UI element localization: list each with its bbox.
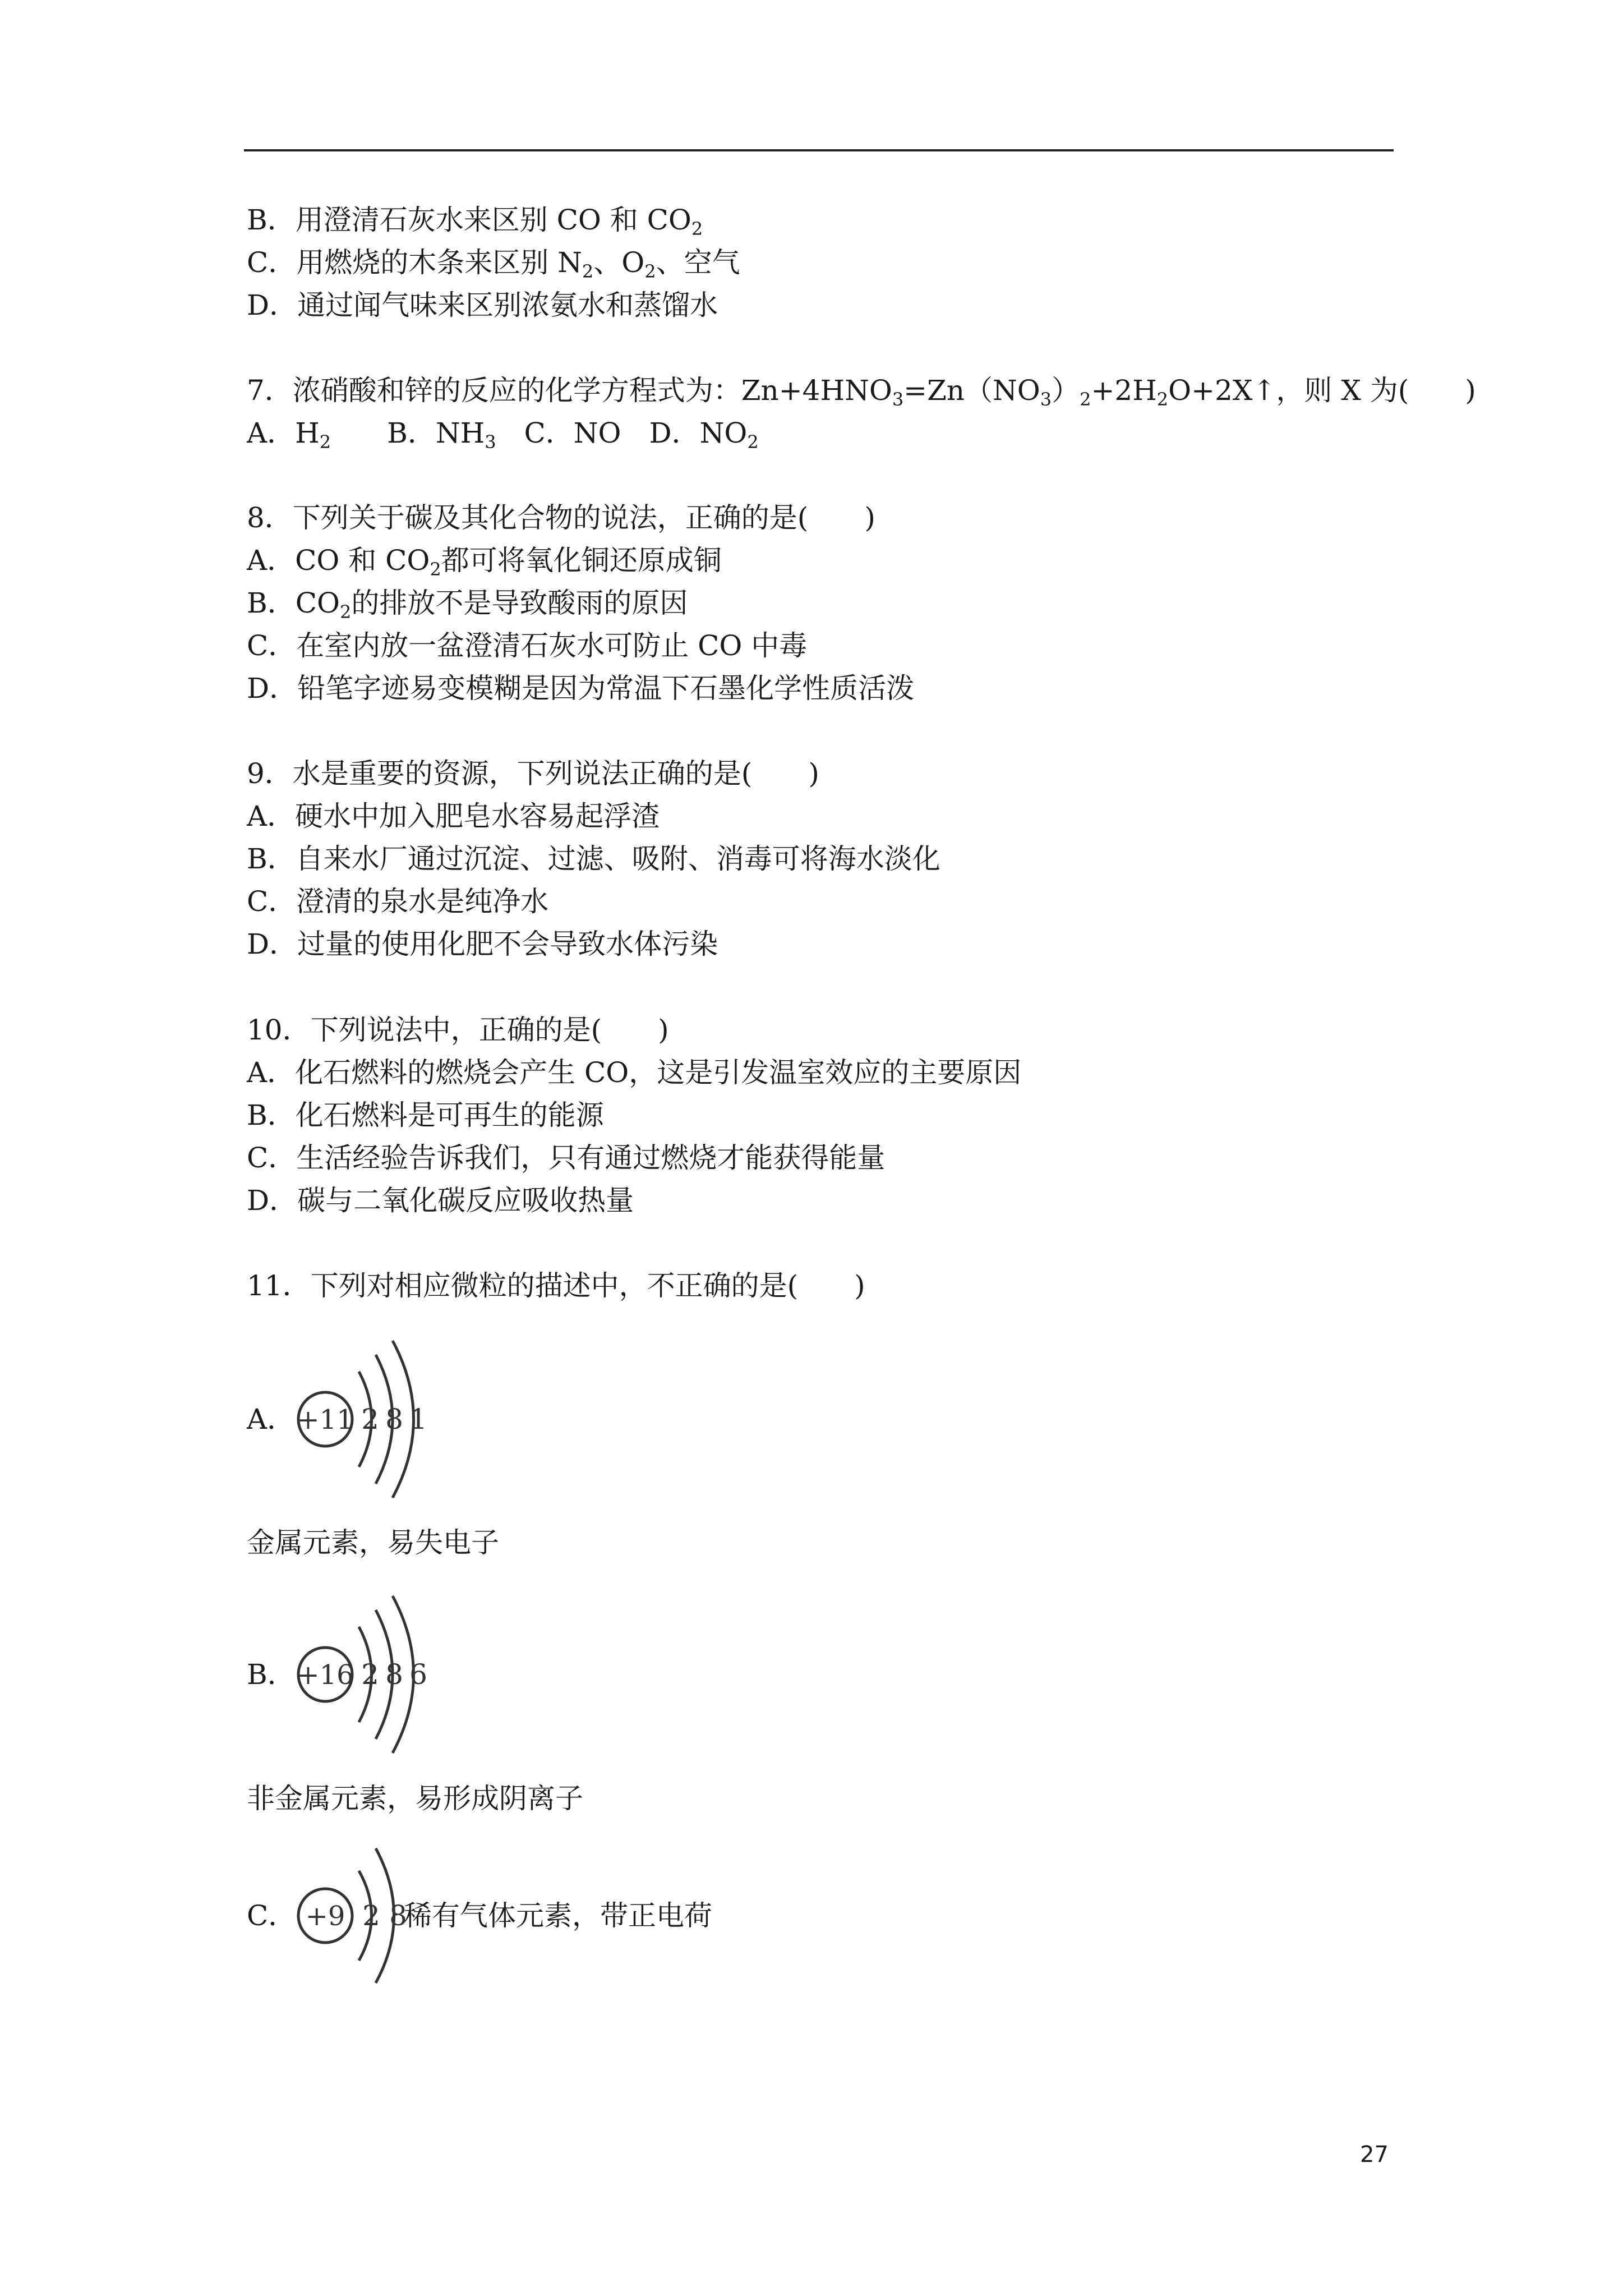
nucleus-charge: +11 bbox=[297, 1404, 354, 1435]
shell-electron-count: 8 bbox=[385, 1658, 403, 1691]
q6-option-c: C．用燃烧的木条来区别 $N_2$、$O_2$、空气 bbox=[247, 246, 740, 282]
shell-electron-count: 2 bbox=[361, 1658, 379, 1691]
q9-option-c: C．澄清的泉水是纯净水 bbox=[247, 885, 549, 918]
q11-stem: 11．下列对相应微粒的描述中，不正确的是( ) bbox=[247, 1269, 865, 1302]
q6-option-b: B．用澄清石灰水来区别 CO 和 $CO_2$ bbox=[247, 204, 703, 240]
q9-option-d: D．过量的使用化肥不会导致水体污染 bbox=[247, 928, 718, 960]
q9-option-b: B．自来水厂通过沉淀、过滤、吸附、消毒可将海水淡化 bbox=[247, 843, 940, 875]
q7-option-b: B．$NH_3$ bbox=[387, 417, 496, 453]
q11-option-c-description: 稀有气体元素，带正电荷 bbox=[404, 1899, 712, 1932]
q11-option-a-label: A． bbox=[247, 1403, 296, 1435]
q8-option-a: A．CO 和 $CO_2$都可将氧化铜还原成铜 bbox=[247, 544, 722, 580]
q7-stem: 7．浓硝酸和锌的反应的化学方程式为：$Zn+4HNO_3=Zn(NO_3)_2+2H_2O+2X↑$，则 X 为( ) bbox=[247, 374, 1476, 410]
q11-option-c-atom-diagram bbox=[286, 1832, 415, 2000]
nucleus-charge: +16 bbox=[297, 1659, 354, 1691]
shell-electron-count: 8 bbox=[385, 1403, 403, 1435]
q10-option-b: B．化石燃料是可再生的能源 bbox=[247, 1099, 604, 1131]
q11-option-a-description: 金属元素，易失电子 bbox=[247, 1526, 499, 1559]
shell-electron-count: 1 bbox=[409, 1403, 427, 1435]
q7-options bbox=[247, 416, 759, 453]
q10-option-c: C．生活经验告诉我们，只有通过燃烧才能获得能量 bbox=[247, 1142, 886, 1174]
q7-option-d: D．$NO_2$ bbox=[649, 417, 759, 453]
page-number: 27 bbox=[1360, 2142, 1389, 2168]
q11-option-c-label: C． bbox=[247, 1899, 297, 1932]
q11-option-b-label: B． bbox=[247, 1658, 296, 1691]
nucleus-charge: +9 bbox=[305, 1901, 345, 1932]
q7-option-c: C．NO bbox=[524, 417, 621, 449]
q11-option-b-atom-diagram bbox=[286, 1579, 454, 1770]
q8-stem: 8．下列关于碳及其化合物的说法，正确的是( ) bbox=[247, 501, 875, 534]
q8-option-c: C．在室内放一盆澄清石灰水可防止 CO 中毒 bbox=[247, 629, 808, 662]
header-rule bbox=[244, 149, 1394, 151]
shell-electron-count: 2 bbox=[361, 1403, 379, 1435]
shell-electron-count: 2 bbox=[362, 1899, 380, 1932]
shell-electron-count: 6 bbox=[409, 1658, 427, 1691]
q10-option-d: D．碳与二氧化碳反应吸收热量 bbox=[247, 1184, 634, 1217]
q11-option-b-description: 非金属元素，易形成阴离子 bbox=[247, 1782, 583, 1815]
q9-option-a: A．硬水中加入肥皂水容易起浮渣 bbox=[247, 800, 660, 832]
shell-electron-count: 8 bbox=[389, 1899, 407, 1932]
q8-option-d: D．铅笔字迹易变模糊是因为常温下石墨化学性质活泼 bbox=[247, 672, 915, 705]
q9-stem: 9．水是重要的资源，下列说法正确的是( ) bbox=[247, 757, 819, 790]
q8-option-b: B．$CO_2$的排放不是导致酸雨的原因 bbox=[247, 587, 688, 623]
q6-option-d: D．通过闻气味来区别浓氨水和蒸馏水 bbox=[247, 289, 718, 321]
q10-option-a: A．化石燃料的燃烧会产生 CO，这是引发温室效应的主要原因 bbox=[247, 1056, 1022, 1089]
q7-option-a: A．$H_2$ bbox=[247, 417, 331, 453]
q11-option-a-atom-diagram bbox=[286, 1324, 454, 1515]
q10-stem: 10．下列说法中，正确的是( ) bbox=[247, 1014, 669, 1046]
